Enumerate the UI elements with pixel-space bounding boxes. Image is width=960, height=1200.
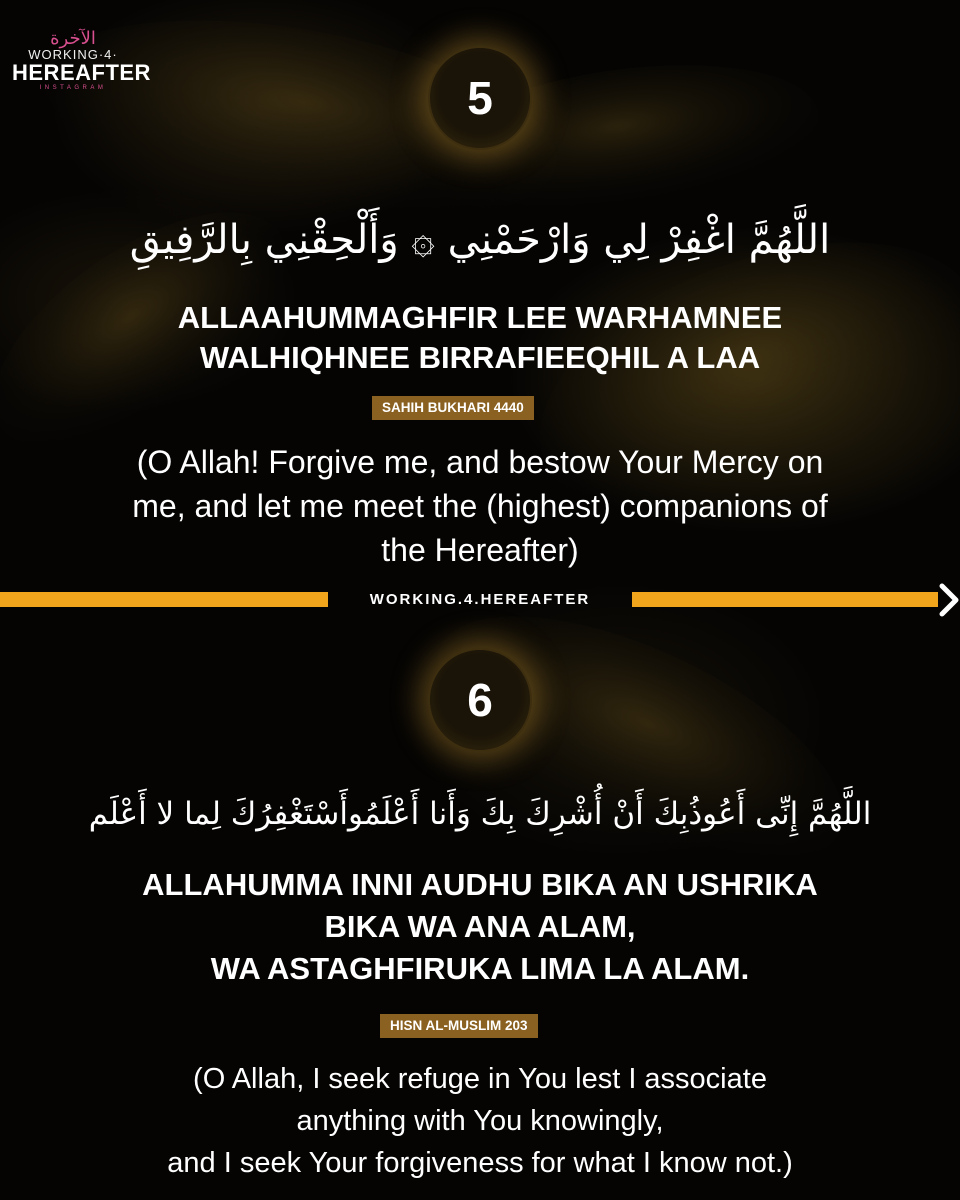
arabic-dua-text: اللَّهُمَّ إِنِّى أَعُوذُبِكَ أَنْ أُشْرِكَ بِكَ وَأَنا أَعْلَمُوأَسْتَغْفِرُكَ لِما لا أَعْلَم — [88, 796, 872, 832]
translation-line: me, and let me meet the (highest) companions of — [132, 488, 828, 524]
transliteration — [0, 298, 960, 378]
logo-instagram: INSTAGRAM — [39, 85, 107, 91]
divider-watermark: WORKING.4.HEREAFTER — [369, 591, 591, 608]
source-reference-badge: SAHIH BUKHARI 4440 — [372, 396, 534, 420]
transliteration-line: WA ASTAGHFIRUKA LIMA LA ALAM. — [210, 951, 750, 986]
divider-line-left — [0, 592, 328, 607]
english-translation — [0, 440, 960, 572]
transliteration — [0, 864, 960, 990]
dua-number: 5 — [467, 72, 493, 124]
transliteration-line: ALLAAHUMMAGHFIR LEE WARHAMNEE — [177, 300, 783, 335]
translation-line: the Hereafter) — [381, 532, 579, 568]
arabic-dua-text: اللَّهُمَّ اغْفِرْ لِي وَارْحَمْنِي ۞ وَأَلْحِقْنِي بِالرَّفِيقِ — [129, 217, 831, 263]
dua-number-badge — [430, 650, 530, 750]
translation-line: and I seek Your forgiveness for what I know not.) — [167, 1147, 793, 1179]
transliteration-line: ALLAHUMMA INNI AUDHU BIKA AN USHRIKA — [142, 867, 818, 902]
transliteration-line: BIKA WA ANA ALAM, — [324, 909, 636, 944]
transliteration-line: WALHIQHNEE BIRRAFIEEQHIL A LAA — [199, 340, 761, 375]
dua-number: 6 — [467, 674, 493, 726]
chevron-right-icon[interactable] — [938, 582, 960, 618]
divider-line-right — [632, 592, 938, 607]
logo-hereafter: HEREAFTER — [12, 60, 151, 85]
translation-line: (O Allah, I seek refuge in You lest I associate — [193, 1063, 767, 1095]
translation-line: anything with You knowingly, — [296, 1105, 664, 1137]
brand-logo — [12, 28, 151, 92]
logo-arabic-text: الآخرة — [50, 28, 96, 49]
logo-working-4: WORKING·4· — [28, 47, 118, 62]
translation-line: (O Allah! Forgive me, and bestow Your Mercy on — [136, 444, 824, 480]
english-translation — [0, 1058, 960, 1184]
dua-number-badge — [430, 48, 530, 148]
source-reference-badge: HISN AL-MUSLIM 203 — [380, 1014, 538, 1038]
